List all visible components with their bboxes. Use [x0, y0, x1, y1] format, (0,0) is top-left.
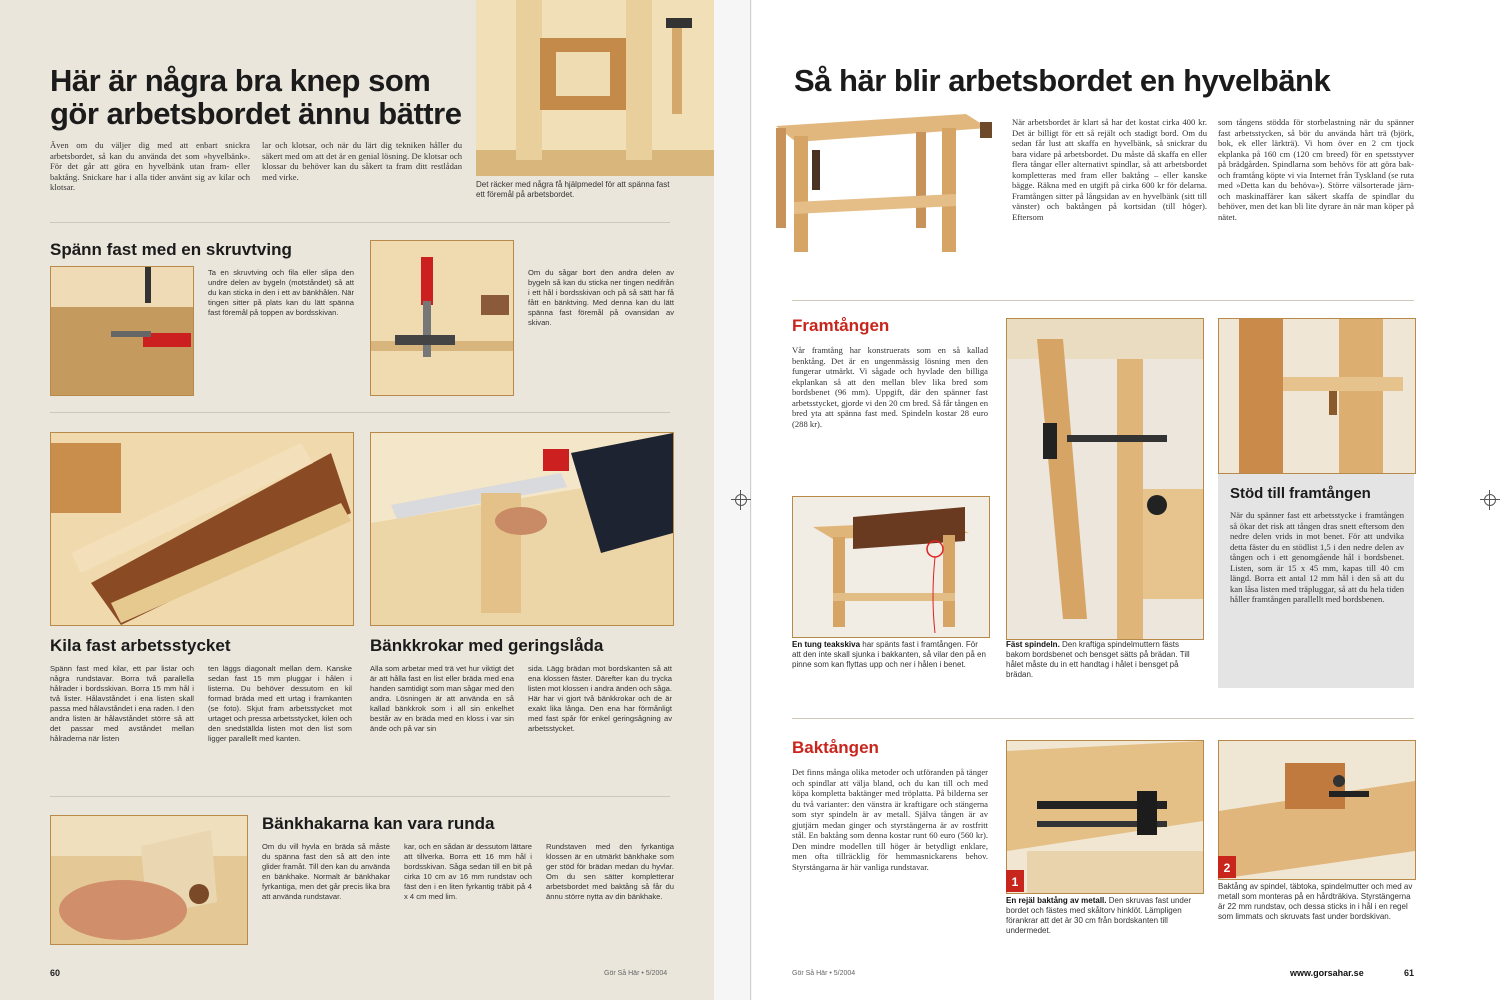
right-intro-col1: När arbetsbordet är klart så har det kostat cirka 400 kr. Det är billigt för ett så rejält och stadigt bord. Om du sedan får lust att skaffa en hyvelbänk, så snickrar du bara vidare på arbetsbordet. Du måste då skaffa en eller flera tångar eller alternativt spindlar, så att arbetsbordet kompletteras med fram eller baktång – eller kanske bägge. Räkna med en utgift på cirka 600 kr för delarna. Framtången sitter på långsidan av en hyvelbänk (sitt till vänster) och baktången på kortsidan (till höger). Eftersom — [1012, 117, 1207, 222]
section-title-stod: Stöd till framtången — [1230, 485, 1371, 502]
left-page — [0, 0, 714, 1000]
s1-text2: Om du sågar bort den andra delen av bygeln så kan du sticka ner tingen nedifrån i ett hål i bordsskivan och på så sätt har få fått en bänktving. Med denna kan du lätt spänna fast föremål på ovansidan av skivan. — [528, 268, 674, 327]
left-footer: Gör Så Här • 5/2004 — [604, 970, 668, 977]
right-page-number: 61 — [1404, 968, 1415, 978]
caption-spindle — [1006, 640, 1202, 692]
caption-teak — [792, 640, 988, 692]
photo-round-bench-dog — [50, 815, 248, 945]
right-footer: Gör Så Här • 5/2004 — [792, 970, 856, 977]
divider — [792, 300, 1414, 301]
photo-simple-tail-vise — [1218, 740, 1416, 880]
badge-2: 2 — [1218, 856, 1236, 878]
caption-metal-vise-text: Den skruvas fast under bordet och fästes med skåltorv hinklöt. Lämpligen förankrar att det är 30 cm från bordskanten till undermedet. — [1006, 896, 1191, 935]
divider — [50, 796, 670, 797]
left-headline — [50, 64, 470, 130]
left-headline-line1: Här är några bra knep som — [50, 63, 431, 98]
divider — [792, 718, 1414, 719]
caption-simple-vise: Baktång av spindel, täbtoka, spindelmutter och med av metall som monteras på en hårdträkiva. Styrstängerna är 22 mm rundstav, och dessa sticks in i hål i en regel som limmats och skruvats fast under bordskivan. — [1218, 882, 1413, 921]
right-headline: Så här blir arbetsbordet en hyvelbänk — [794, 63, 1331, 98]
section-title-kila: Kila fast arbetsstycket — [50, 636, 231, 655]
photo-bench-with-clamps — [476, 0, 714, 176]
photo-workbench — [766, 106, 996, 266]
left-intro-col1: Även om du väljer dig med att enbart snickra arbetsbordet, så kan du använda det som »hyvelbänk». För det går att göra en hyvelbänk utan fram- eller baktång. Snickare har i alla tider använt sig av kilar och klotsar. — [50, 140, 250, 192]
right-page — [752, 0, 1500, 1000]
caption-spindle-text: Den kraftiga spindelmuttern fästs bakom bordsbenet och bensget sätts på brädan. Till hålet måste du in ett handtag i hålet i bensget på brädan. — [1006, 640, 1190, 679]
s2-text2: ten läggs diagonalt mellan dem. Kanske sedan fast 15 mm pluggar i hålen i listerna. Du behöver dessutom en kil formad bräda med ett urtag i framkanten (se foto). Skjut fram arbetsstycket mot urtaget och pressa arbetsstycket, kilen och den snedställda listen mot den list som ligger parallellt med kanten. — [208, 664, 352, 743]
photo-support-leg — [1218, 318, 1416, 474]
section-title-framtangen: Framtången — [792, 316, 890, 335]
s4-text2: kar, och en sådan är dessutom lättare att tillverka. Borra ett 16 mm hål i bordsskivan. Såga sedan till en bit på cirka 10 cm av 16 mm rundstav och fäst den i en liten fyrkantig träbit på 4 x 4 cm med lim. — [404, 842, 532, 901]
badge-1: 1 — [1006, 870, 1024, 892]
s3-text2: sida. Lägg brädan mot bordskanten så att ena klossen fäster. Därefter kan du trycka listen mot klossen i andra änden och såga. Här har vi gjort två bänkkrokar och de är exakt lika långa. Den ena har förmånligt med fast spår för enkel geringsågning av arbetsstycket. — [528, 664, 672, 733]
divider — [50, 412, 670, 413]
s3-text1: Alla som arbetar med trä vet hur viktigt det är att hålla fast en list eller bräda med ena handen samtidigt som man sågar med den andra. Lösningen är att använda en så kallad bänkkrok som i all sin enkelhet består av en bräda med en kloss i var sin ände och på var sin — [370, 664, 514, 733]
photo-bench-hook-sawing — [370, 432, 674, 626]
caption-teak-text: har spänts fast i framtången. För att den inte skall sjunka i bakkanten, så vilar den på en pinne som kan flyttas upp och ner i hålen i benet. — [792, 640, 986, 669]
s4-text1: Om du vill hyvla en bräda så måste du spänna fast den så att den inte glider framåt. Till den kan du använda en bänkhake. Normalt är bänkhakar fyrkantiga, men det går precis lika bra att använda rundstavar. — [262, 842, 390, 901]
left-intro-col2: lar och klotsar, och när du lärt dig tekniken håller du säkert med om att det är en genial lösning. De klotsar och klossar du behöver kan du såkert ta fram ditt restlådan med virke. — [262, 140, 462, 182]
left-page-number: 60 — [50, 968, 61, 978]
section-title-bankkrokar: Bänkkrokar med geringslåda — [370, 636, 604, 655]
s4-text3: Rundstaven med den fyrkantiga klossen är en utmärkt bänkhake som ger stöd för brädan medan du hyvlar. Om du sen sätter kompletterar arbetsbordet med baktång så får du ännu större nytta av din bänkhake. — [546, 842, 674, 901]
crop-mark-icon — [731, 490, 751, 510]
s1-text1: Ta en skruvtving och fila eller slipa den undre delen av bygeln (motståndet) så att du kan sticka in den i ett av bänkhålen. När tingen sitter på plats kan du lätt spänna fast föremål på toppen av bordsskivan. — [208, 268, 354, 317]
fram-text: Vår framtång har konstruerats som en så kallad benktång. Det är en ungenmässig lösning men den fungerar utmärkt. Vi sågade och hyvlade den billiga ekplankan så att den mellan blev lika bred som bordsbenet (96 mm). Uppgift, där den spänner fast arbetsstycket, gjorde vi den 20 cm bred. Så får tången en bred yta att spänna fast med. Spindeln kostar 28 euro (288 kr). — [792, 345, 988, 429]
caption-metal-vise — [1006, 896, 1202, 948]
section-title-baktangen: Baktången — [792, 738, 879, 757]
crop-mark-icon — [1480, 490, 1500, 510]
divider — [50, 222, 670, 223]
caption-teak-bold: En tung teakskiva — [792, 640, 861, 649]
right-intro-col2: som tångens stödda för storbelastning när du spänner fast arbetsstycken, så bör du använda hårt trä (björk, bok, ek eller lärkträ). Vi hom över en 2 cm tjock ekplanka på 160 cm (120 cm breed) för en spetsstyver på brädgården. Spindlarna som behövs för att göra bak- och framtång köpte vi via Internet från Tyskland (se ruta med »Detta kan du behöva»). Större välsorterade järn- och maskinaffärer kan säkert skaffa de spindlar du behöver, men det kan bli lite dyrare än när man köper på nätet. — [1218, 117, 1414, 222]
stod-text: När du spänner fast ett arbetsstycke i framtången så ökar det risk att tången dras snett eftersom den nedre delen vrids in mot benet. För att undvika detta fäster du en stödlist 1,5 i den nedre delen av tången och i ett genomgående hål i bordsbenet. Listen, som är 15 x 45 mm, kapas till 40 cm längd. Borra ett antal 12 mm hål i den så att du kan låsa listen med träpluggar, så att du hela tiden håller framtången parallellt med bordsbenen. — [1230, 510, 1404, 604]
section-title-bankhakarna: Bänkhakarna kan vara runda — [262, 814, 495, 833]
section-title-skruvtving: Spänn fast med en skruvtving — [50, 240, 292, 259]
bak-text: Det finns många olika metoder och utföranden på tänger och spindlar att välja bland, och du kan till och med köpa kompletta baktänger med tröplatta. På bilderna ser du två varianter: den vänstra är kraftigare och stängerna som styr spindeln är av metall. Själva tången är av gjutjärn medan ginger och styrstängerna är av rostfritt stål. En baktång som denna kostar runt 60 euro (560 kr). Den mindre modellen till höger är betydligt enklare, men ofta tillräcklig för hemmasnickarens behov. Styrstängarna är här vanliga rundstavar. — [792, 767, 988, 872]
website-link[interactable]: www.gorsahar.se — [1290, 968, 1364, 978]
photo-clamp-drilling — [50, 266, 194, 396]
photo-front-vise-teak — [792, 496, 990, 638]
photo-spindle-closeup — [1006, 318, 1204, 640]
top-photo-caption: Det räcker med några få hjälpmedel för att spänna fast ett föremål på arbetsbordet. — [476, 180, 670, 199]
s2-text1: Spänn fast med kilar, ett par listar och några rundstavar. Borra två parallella hålrader i bordsskivan. Borra 15 mm hål i två lister. Hålavståndet i ena listen skall passa med hålavståndet i ena raden. I den andra listen är hålavståndet större så att det passar med avståndet mellan hålraderna när listen — [50, 664, 194, 743]
caption-metal-vise-bold: En rejäl baktång av metall. — [1006, 896, 1107, 905]
left-headline-line2: gör arbetsbordet ännu bättre — [50, 96, 462, 131]
photo-wedge-workpiece — [50, 432, 354, 626]
caption-spindle-bold: Fäst spindeln. — [1006, 640, 1060, 649]
photo-metal-tail-vise — [1006, 740, 1204, 894]
photo-clamp-in-hole — [370, 240, 514, 396]
